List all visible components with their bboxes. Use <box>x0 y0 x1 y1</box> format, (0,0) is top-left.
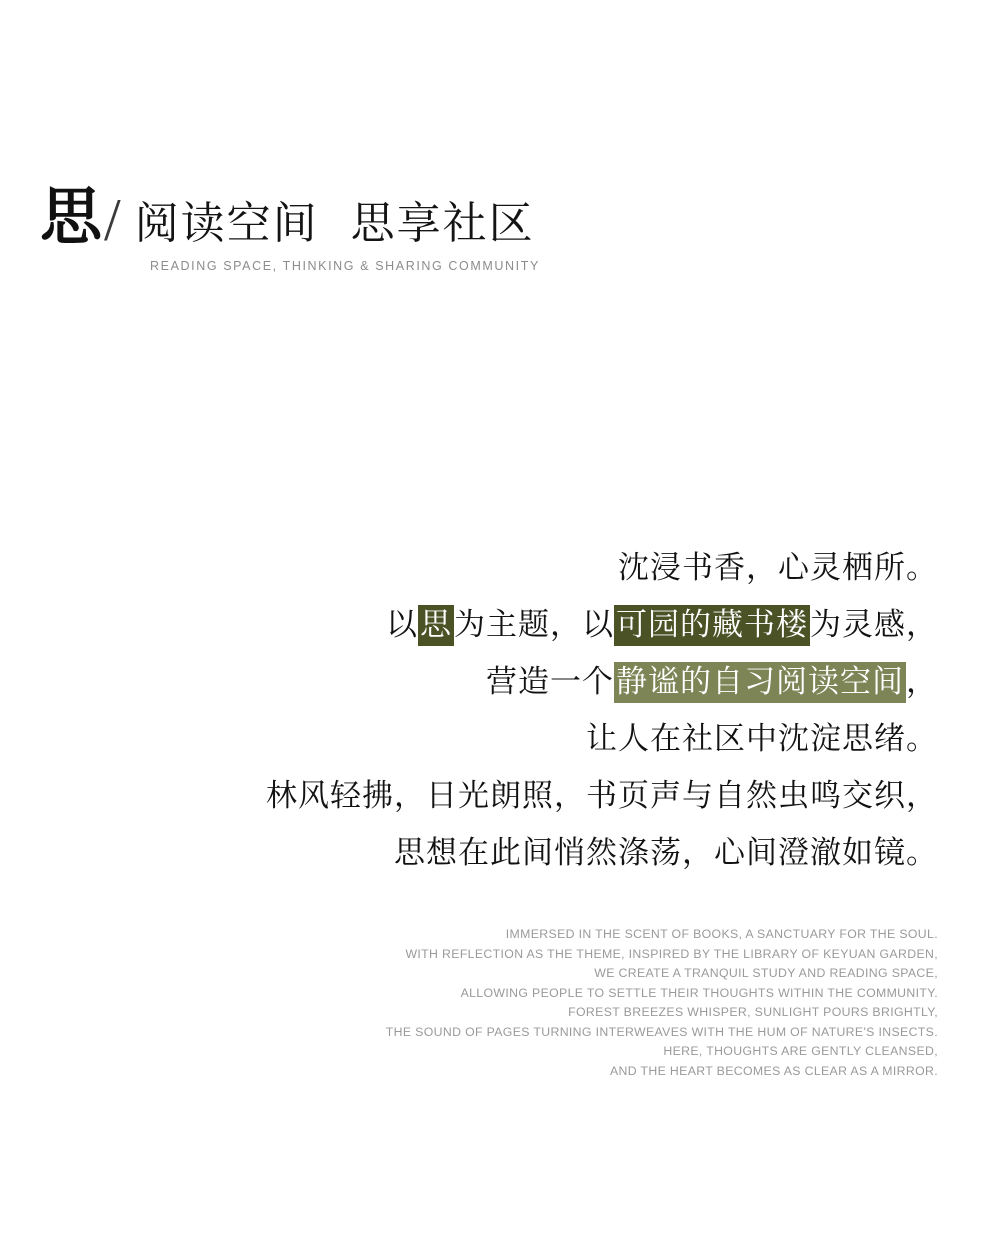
poem-line <box>178 825 938 882</box>
poem-line <box>178 597 938 654</box>
logo-title: 阅读空间 思享社区 <box>134 198 535 249</box>
poem-highlight: 思 <box>418 605 454 646</box>
translation-line: WE CREATE A TRANQUIL STUDY AND READING SPACE, <box>594 966 938 980</box>
poem-text: 为主题，以 <box>454 607 614 643</box>
poem-line <box>178 540 938 597</box>
poem-highlight: 可园的藏书楼 <box>614 605 810 646</box>
translation-line: AND THE HEART BECOMES AS CLEAR AS A MIRROR. <box>609 1063 938 1078</box>
translation-line: HERE, THOUGHTS ARE GENTLY CLEANSED, <box>663 1044 938 1058</box>
translation-line: THE SOUND OF PAGES TURNING INTERWEAVES WITH THE HUM OF NATURE'S INSECTS. <box>385 1024 938 1039</box>
poem-text: 林风轻拂，日光朗照，书页声与自然虫鸣交织， <box>266 778 938 814</box>
brand-header <box>40 180 540 273</box>
poem-text: 思想在此间悄然涤荡，心间澄澈如镜。 <box>394 835 938 871</box>
logo-character: 思 <box>40 180 103 253</box>
logo-row <box>40 180 540 253</box>
poem-text: 以 <box>386 607 418 643</box>
poem-highlight: 静谧的自习阅读空间 <box>614 662 906 703</box>
logo-slash-divider: / <box>104 187 121 253</box>
translation-line: ALLOWING PEOPLE TO SETTLE THEIR THOUGHTS WITHIN THE COMMUNITY. <box>460 985 938 1000</box>
translation-block <box>178 925 938 1081</box>
poem-line <box>178 711 938 768</box>
translation-line: IMMERSED IN THE SCENT OF BOOKS, A SANCTUARY FOR THE SOUL. <box>505 927 938 941</box>
translation-line: FOREST BREEZES WHISPER, SUNLIGHT POURS BRIGHTLY, <box>568 1005 938 1019</box>
poem-text: 让人在社区中沈淀思绪。 <box>586 721 938 757</box>
poem-block <box>178 540 938 882</box>
poem-text: 营造一个 <box>486 664 614 700</box>
poem-line <box>178 654 938 711</box>
poem-text: 沈浸书香，心灵栖所。 <box>618 550 938 586</box>
translation-line: WITH REFLECTION AS THE THEME, INSPIRED BY THE LIBRARY OF KEYUAN GARDEN, <box>405 946 938 961</box>
poem-line <box>178 768 938 825</box>
logo-subtitle: READING SPACE, THINKING & SHARING COMMUNITY <box>150 259 540 273</box>
poem-text: ， <box>906 664 938 700</box>
poem-text: 为灵感， <box>810 607 938 643</box>
